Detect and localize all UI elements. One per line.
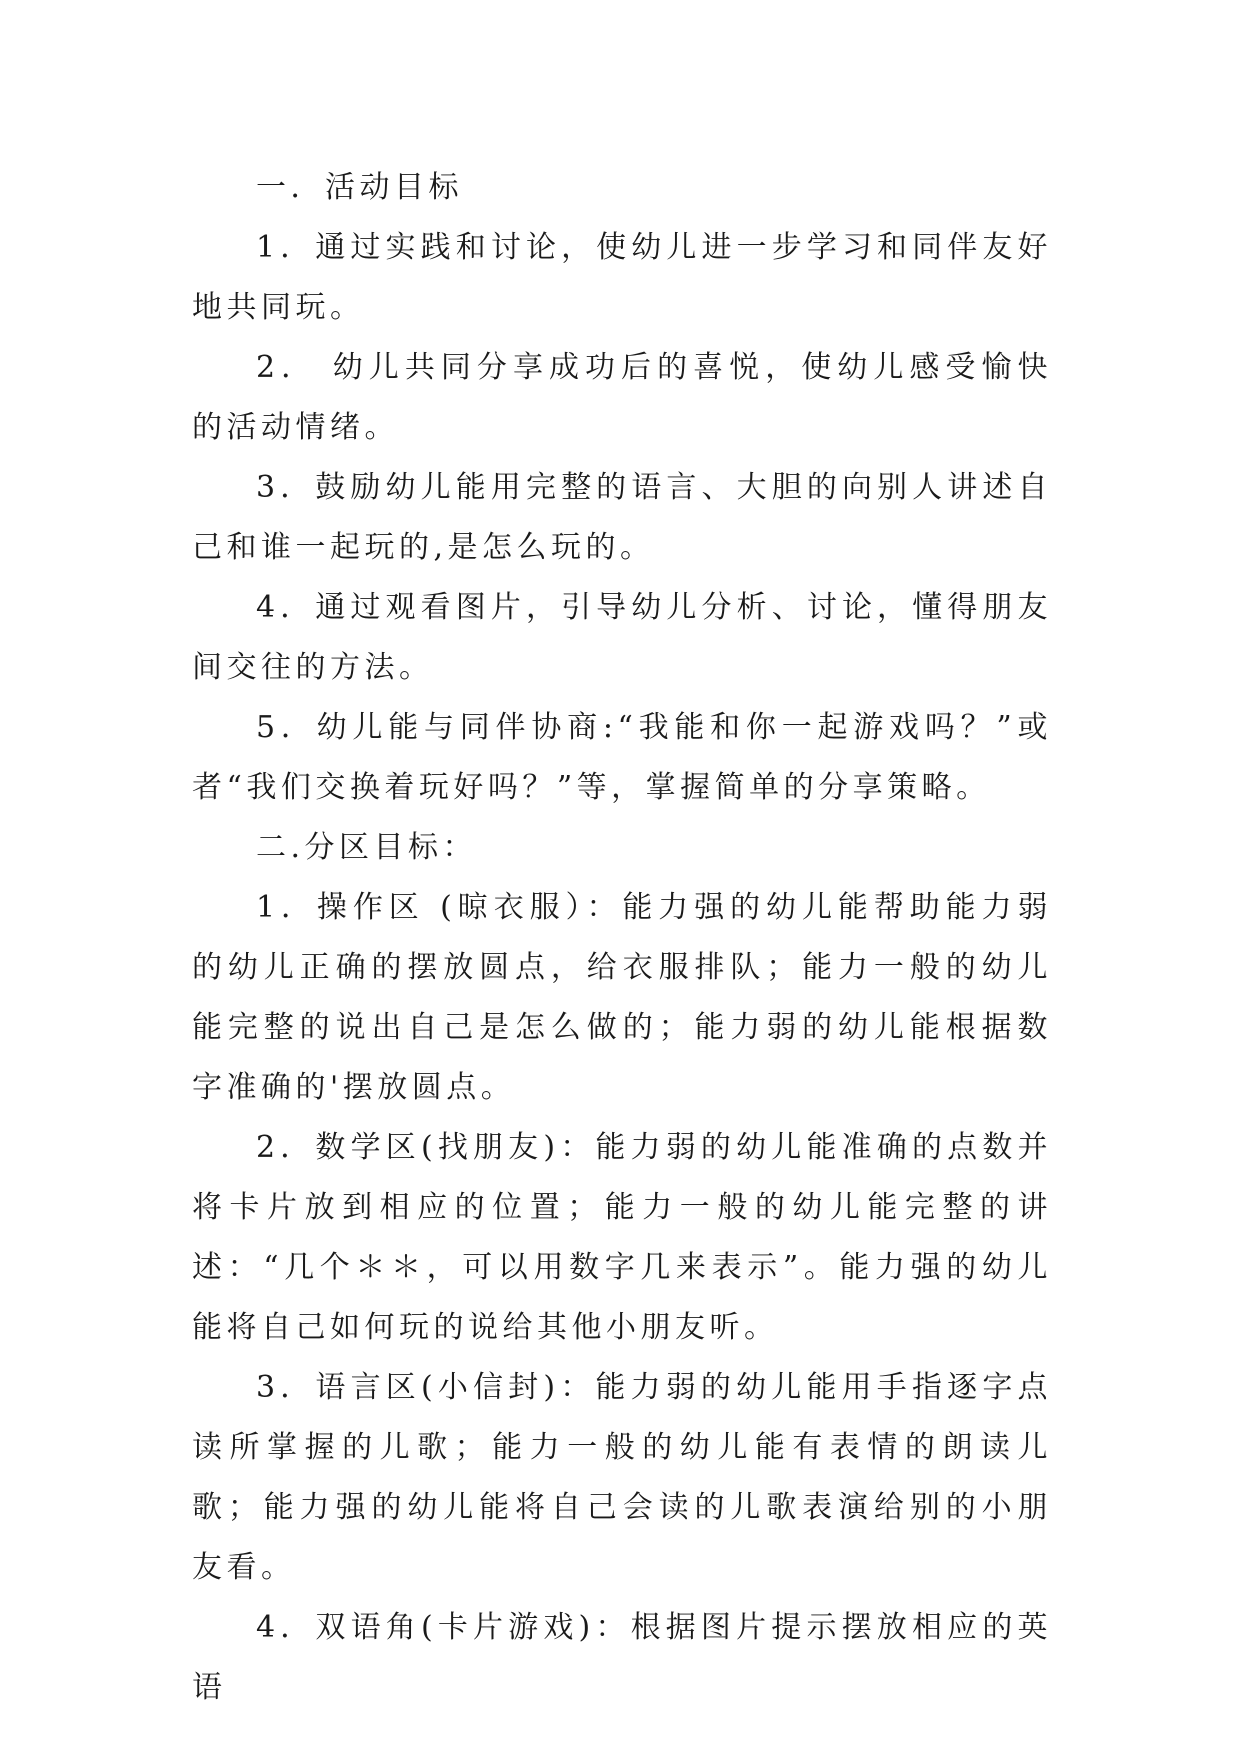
- goal-item-1: 1．通过实践和讨论，使幼儿进一步学习和同伴友好地共同玩。: [192, 230, 1052, 325]
- document-body: [192, 158, 1052, 1718]
- area-goal-item-3: 3．语言区(小信封)：能力弱的幼儿能用手指逐字点读所掌握的儿歌；能力一般的幼儿能有表情的朗读儿歌；能力强的幼儿能将自己会读的儿歌表演给别的小朋友看。: [192, 1370, 1052, 1585]
- goal-item-5: 5．幼儿能与同伴协商:“我能和你一起游戏吗？”或者“我们交换着玩好吗？”等，掌握简单的分享策略。: [192, 710, 1052, 805]
- section-heading-area-goals: 二.分区目标：: [256, 830, 478, 865]
- goal-item-3: 3．鼓励幼儿能用完整的语言、大胆的向别人讲述自己和谁一起玩的,是怎么玩的。: [192, 470, 1052, 565]
- goal-item-4: 4．通过观看图片，引导幼儿分析、讨论，懂得朋友间交往的方法。: [192, 590, 1052, 685]
- area-goal-item-2: 2．数学区(找朋友)：能力弱的幼儿能准确的点数并将卡片放到相应的位置；能力一般的幼儿能完整的讲述：“几个＊＊，可以用数字几来表示”。能力强的幼儿能将自己如何玩的说给其他小朋友听。: [192, 1130, 1052, 1345]
- area-goal-item-4: 4．双语角(卡片游戏)：根据图片提示摆放相应的英语: [192, 1610, 1052, 1705]
- area-goal-item-1: 1．操作区 (晾衣服）：能力强的幼儿能帮助能力弱的幼儿正确的摆放圆点，给衣服排队；能力一般的幼儿能完整的说出自己是怎么做的；能力弱的幼儿能根据数字准确的'摆放圆点。: [192, 890, 1052, 1105]
- section-heading-activity-goals: 一．活动目标: [256, 170, 463, 205]
- goal-item-2: 2． 幼儿共同分享成功后的喜悦，使幼儿感受愉快的活动情绪。: [192, 350, 1052, 445]
